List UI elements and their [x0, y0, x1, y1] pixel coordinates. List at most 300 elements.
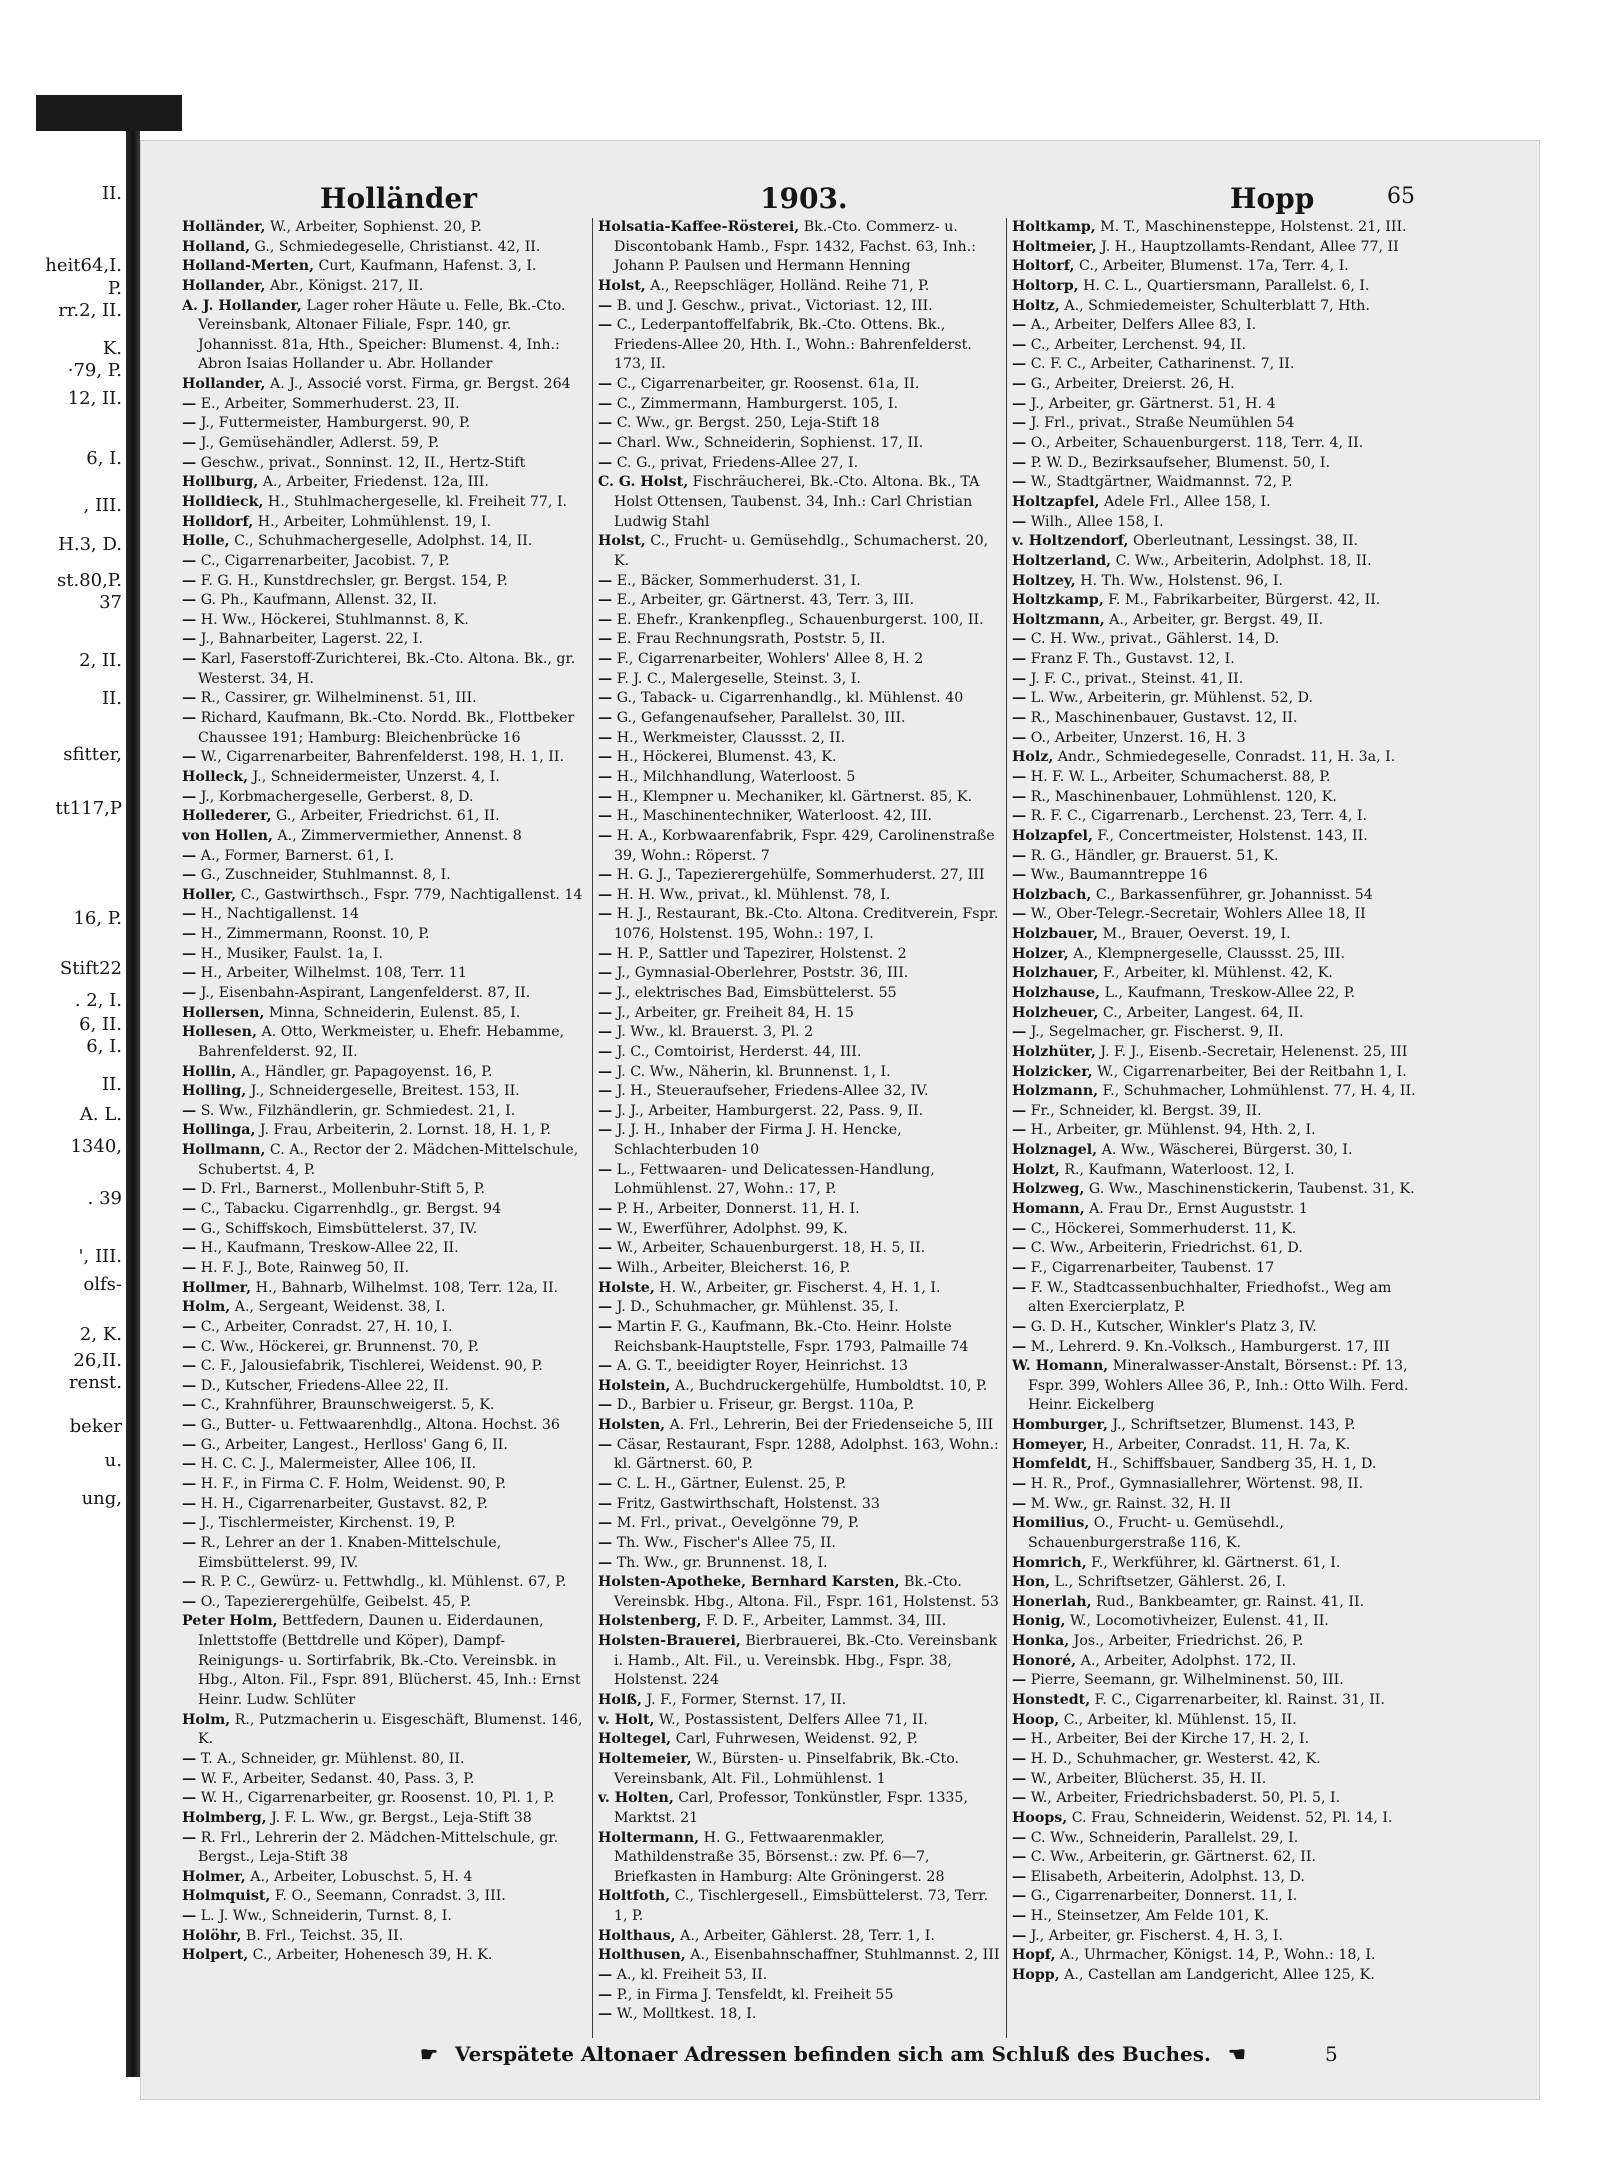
entry-details: A., Arbeiter, Gählerst. 28, Terr. 1, I. [675, 1927, 935, 1944]
entry-details: W., Arbeiter, Friedrichsbaderst. 50, Pl. 5, I. [1026, 1790, 1341, 1807]
entry-name: — [1012, 1849, 1027, 1866]
directory-entry [182, 1770, 590, 1790]
entry-details: J. J., Arbeiter, Hamburgerst. 22, Pass. 9, II. [612, 1102, 924, 1119]
directory-entry [182, 238, 590, 258]
entry-name: — [182, 710, 197, 727]
entry-name: — [182, 1593, 197, 1610]
entry-name: — [182, 435, 197, 452]
directory-entry [1012, 1554, 1422, 1574]
directory-entry [1012, 316, 1422, 336]
entry-details: Franz F. Th., Gustavst. 12, I. [1026, 651, 1235, 668]
entry-details: C. Ww., gr. Bergst. 250, Leja-Stift 18 [612, 415, 880, 432]
directory-entry [598, 1279, 1006, 1299]
entry-details: E. Frau Rechnungsrath, Poststr. 5, II. [612, 631, 886, 648]
directory-entry [1012, 827, 1422, 847]
directory-entry [598, 572, 1006, 592]
directory-entry [182, 1004, 590, 1024]
entry-details: M. T., Maschinensteppe, Holstenst. 21, III. [1095, 219, 1407, 235]
entry-details: W., Postassistent, Delfers Allee 71, II. [654, 1711, 928, 1728]
entry-name: — [598, 1201, 613, 1218]
entry-details: H., Arbeiter, Bei der Kirche 17, H. 2, I. [1026, 1731, 1310, 1748]
entry-name: — [182, 611, 197, 628]
entry-name: — [1012, 1672, 1027, 1689]
entry-details: Carl, Professor, Tonkünstler, Fspr. 1335, Marktst. 21 [614, 1790, 968, 1826]
directory-entry [182, 1573, 590, 1593]
entry-details: H., Arbeiter, Lohmühlenst. 19, I. [253, 513, 492, 530]
margin-fragment: A. L. [79, 1104, 122, 1125]
entry-name: — [598, 808, 613, 825]
entry-details: Lager roher Häute u. Felle, Bk.-Cto. Vereinsbank, Altonaer Filiale, Fspr. 140, gr. Johannisst. 81a, Hth., Speicher: Blumenst. 4, Inh.: Abron Isaias Hollander u. Abr. Hollander [198, 297, 566, 373]
directory-entry [1012, 925, 1422, 945]
directory-entry [598, 297, 1006, 317]
entry-details: A., Arbeiter, Friedenst. 12a, III. [258, 474, 489, 491]
entry-name: — [182, 1318, 197, 1335]
directory-entry [1012, 1789, 1422, 1809]
entry-details: C., Tabacku. Cigarrenhdlg., gr. Bergst. 94 [196, 1201, 502, 1218]
directory-entry [182, 1612, 590, 1710]
directory-entry [598, 1986, 1006, 2006]
entry-name: — [598, 670, 613, 687]
entry-name: — [598, 729, 613, 746]
entry-details: R. P. C., Gewürz- u. Fettwhdlg., kl. Mühlenst. 67, P. [196, 1574, 567, 1591]
entry-name: — [598, 827, 613, 844]
entry-name: — [182, 1397, 197, 1414]
directory-entry [598, 729, 1006, 749]
entry-name: Homburger, [1012, 1417, 1108, 1434]
entry-name: Hollmann, [182, 1142, 266, 1159]
directory-entry [1012, 414, 1422, 434]
margin-fragment: 6, II. [79, 1014, 122, 1035]
directory-entry [182, 788, 590, 808]
directory-entry [598, 1946, 1006, 1966]
entry-name: — [598, 768, 613, 785]
directory-entry [598, 1691, 1006, 1711]
directory-entry [182, 748, 590, 768]
margin-fragment: . 39 [87, 1188, 122, 1209]
entry-details: Th. Ww., Fischer's Allee 75, II. [612, 1534, 836, 1551]
entry-name: Holzhause, [1012, 984, 1101, 1001]
footer-text: Verspätete Altonaer Adressen befinden sich am Schluß des Buches. [454, 2042, 1211, 2066]
directory-entry [598, 905, 1006, 944]
entry-details: A., Uhrmacher, Königst. 14, P., Wohn.: 18, I. [1055, 1947, 1376, 1964]
entry-name: — [182, 1259, 197, 1276]
directory-entry [598, 807, 1006, 827]
entry-name: — [598, 1043, 613, 1060]
entry-name: — [598, 631, 613, 648]
entry-name: — [598, 1299, 613, 1316]
margin-fragment: 37 [99, 592, 122, 613]
entry-details: C., Arbeiter, kl. Mühlenst. 15, II. [1059, 1711, 1297, 1728]
margin-fragment: beker [69, 1416, 122, 1437]
directory-entry [182, 689, 590, 709]
entry-name: — [182, 867, 197, 884]
entry-name: — [1012, 690, 1027, 707]
entry-details: H., Bahnarb, Wilhelmst. 108, Terr. 12a, II. [251, 1279, 559, 1296]
entry-details: F., Cigarrenarbeiter, Wohlers' Allee 8, H. 2 [612, 651, 924, 668]
margin-fragment: 16, P. [73, 908, 122, 929]
entry-details: C. Ww., Arbeiterin, Adolphst. 18, II. [1111, 552, 1372, 569]
entry-details: Richard, Kaufmann, Bk.-Cto. Nordd. Bk., Flottbeker Chaussee 191; Hamburg: Bleichenbrücke 16 [196, 710, 575, 746]
entry-name: — [182, 454, 197, 471]
entry-details: Geschw., privat., Sonninst. 12, II., Hertz-Stift [196, 454, 526, 471]
directory-entry [1012, 768, 1422, 788]
entry-name: — [598, 435, 613, 452]
entry-details: F., Arbeiter, kl. Mühlenst. 42, K. [1098, 965, 1333, 982]
entry-details: Bierbrauerei, Bk.-Cto. Vereinsbank i. Hamb., Alt. Fil., u. Vereinsbk. Hbg., Fspr. 38, Holstenst. 224 [614, 1633, 998, 1689]
entry-name: — [182, 1377, 197, 1394]
entry-name: Holstein, [598, 1377, 671, 1394]
entry-details: H. H. Ww., privat., kl. Mühlenst. 78, I. [612, 886, 891, 903]
entry-name: — [1012, 906, 1027, 923]
entry-name: — [598, 651, 613, 668]
entry-name: — [598, 788, 613, 805]
directory-entry [182, 611, 590, 631]
entry-name: Holtmeier, [1012, 238, 1097, 255]
directory-entry [1012, 1750, 1422, 1770]
directory-entry [1012, 1573, 1422, 1593]
margin-fragment: II. [102, 1074, 122, 1095]
entry-details: J., Eisenbahn-Aspirant, Langenfelderst. 87, II. [196, 984, 531, 1001]
entry-name: — [1012, 867, 1027, 884]
entry-details: F. C., Cigarrenarbeiter, kl. Rainst. 31, II. [1090, 1692, 1385, 1709]
directory-entry [598, 1063, 1006, 1083]
directory-entry [598, 1377, 1006, 1397]
directory-entry [182, 454, 590, 474]
margin-fragment: ', III. [78, 1246, 122, 1267]
directory-entry [1012, 1220, 1422, 1240]
entry-details: H., Arbeiter, Wilhelmst. 108, Terr. 11 [196, 965, 467, 982]
signature-mark: 5 [1325, 2042, 1338, 2066]
entry-details: J. J. H., Inhaber der Firma J. H. Hencke, Schlachterbuden 10 [612, 1122, 902, 1159]
entry-details: A., Zimmervermiether, Annenst. 8 [272, 827, 522, 844]
entry-details: Curt, Kaufmann, Hafenst. 3, I. [314, 258, 537, 275]
entry-name: Holst, [598, 533, 646, 550]
entry-name: — [598, 2006, 613, 2023]
entry-name: Hoop, [1012, 1711, 1060, 1728]
entry-name: — [182, 1770, 197, 1787]
entry-name: Holldorf, [182, 513, 254, 530]
entry-name: — [598, 395, 613, 412]
directory-entry [598, 1121, 1006, 1160]
entry-details: R., Cassirer, gr. Wilhelminenst. 51, III. [196, 690, 477, 707]
entry-details: F. G. H., Kunstdrechsler, gr. Bergst. 154, P. [196, 572, 508, 589]
entry-details: H., Klempner u. Mechaniker, kl. Gärtnerst. 85, K. [612, 788, 972, 805]
entry-name: — [1012, 1731, 1027, 1748]
directory-entry [1012, 238, 1422, 258]
entry-details: A., Arbeiter, Adolphst. 172, II. [1076, 1652, 1297, 1669]
entry-name: — [1012, 631, 1027, 648]
directory-entry [1012, 729, 1422, 749]
directory-entry [182, 1102, 590, 1122]
entry-name: Peter Holm, [182, 1613, 278, 1630]
entry-name: — [598, 1122, 613, 1139]
entry-details: J., Korbmachergeselle, Gerberst. 8, D. [196, 788, 474, 805]
entry-name: — [598, 415, 613, 432]
entry-name: Holthaus, [598, 1927, 676, 1944]
entry-name: Homann, [1012, 1201, 1085, 1218]
entry-details: B. Frl., Teichst. 35, II. [241, 1927, 404, 1944]
entry-name: Honstedt, [1012, 1692, 1091, 1709]
entry-details: H., Steinsetzer, Am Felde 101, K. [1026, 1908, 1269, 1925]
directory-entry [1012, 807, 1422, 827]
entry-name: — [1012, 435, 1027, 452]
margin-fragment: ·79, P. [67, 360, 122, 381]
entry-name: — [598, 1397, 613, 1414]
directory-entry [1012, 1141, 1422, 1161]
directory-entry [1012, 1907, 1422, 1927]
directory-entry [1012, 1711, 1422, 1731]
directory-entry [598, 1200, 1006, 1220]
entry-name: Holland, [182, 238, 251, 255]
entry-name: — [1012, 1927, 1027, 1944]
directory-entry [1012, 1121, 1422, 1141]
directory-entry [182, 847, 590, 867]
entry-details: Mineralwasser-Anstalt, Börsenst.: Pf. 13, Fspr. 399, Wohlers Allee 36, P., Inh.: Otto Wilh. Ferd. Heinr. Eickelberg [1028, 1358, 1409, 1414]
entry-details: M. Frl., privat., Oevelgönne 79, P. [612, 1515, 860, 1532]
entry-name: — [1012, 670, 1027, 687]
entry-details: O., Arbeiter, Schauenburgerst. 118, Terr. 4, II. [1026, 435, 1364, 452]
entry-details: J. H., Hauptzollamts-Rendant, Allee 77, II [1096, 238, 1399, 255]
entry-details: J. F. J., Eisenb.-Secretair, Helenenst. 25, III [1095, 1043, 1408, 1060]
directory-entry [182, 866, 590, 886]
entry-details: C. Ww., Höckerei, gr. Brunnenst. 70, P. [196, 1338, 479, 1355]
entry-details: F. W., Stadtcassenbuchhalter, Friedhofst., Weg am alten Exercierplatz, P. [1026, 1279, 1392, 1316]
entry-details: H., Höckerei, Blumenst. 43, K. [612, 749, 837, 766]
entry-details: B. und J. Geschw., privat., Victoriast. 12, III. [612, 297, 933, 314]
directory-entry [598, 1554, 1006, 1574]
directory-entry [1012, 1691, 1422, 1711]
directory-entry [598, 532, 1006, 571]
entry-details: J. F., Former, Sternst. 17, II. [641, 1692, 847, 1709]
entry-details: R., Maschinenbauer, Gustavst. 12, II. [1026, 710, 1298, 727]
directory-entry [182, 1200, 590, 1220]
directory-entry [182, 473, 590, 493]
directory-entry [598, 1573, 1006, 1612]
entry-name: Holzapfel, [1012, 827, 1093, 844]
pointing-hand-icon: ☛ [420, 2042, 438, 2066]
entry-name: — [182, 749, 197, 766]
entry-name: — [1012, 1240, 1027, 1257]
header-last-name: Hopp [1230, 182, 1315, 215]
entry-name: Hopp, [1012, 1967, 1060, 1984]
directory-entry [182, 1220, 590, 1240]
entry-name: — [1012, 1279, 1027, 1296]
directory-entry [182, 297, 590, 376]
entry-name: — [1012, 1829, 1027, 1846]
entry-name: — [598, 1986, 613, 2003]
entry-name: Holtkamp, [1012, 219, 1096, 235]
entry-details: A. Frau Dr., Ernst Auguststr. 1 [1084, 1201, 1308, 1218]
entry-details: O., Frucht- u. Gemüsehdl., Schauenburgerstraße 116, K. [1028, 1515, 1284, 1551]
entry-details: C., Cigarrenarbeiter, Jacobist. 7, P. [196, 552, 450, 569]
directory-entry [182, 1377, 590, 1397]
entry-details: C., Arbeiter, Langest. 64, II. [1098, 1004, 1304, 1021]
entry-name: — [1012, 336, 1027, 353]
entry-details: J., Arbeiter, gr. Fischerst. 4, H. 3, I. [1026, 1927, 1284, 1944]
directory-entry [182, 1279, 590, 1299]
entry-name: — [182, 1908, 197, 1925]
entry-name: Homilius, [1012, 1515, 1090, 1532]
entry-details: Karl, Faserstoff-Zurichterei, Bk.-Cto. Altona. Bk., gr. Westerst. 34, H. [196, 651, 576, 687]
margin-fragment: . 2, I. [74, 990, 122, 1011]
entry-name: Holzt, [1012, 1161, 1060, 1178]
entry-name: — [182, 592, 197, 609]
entry-name: — [598, 749, 613, 766]
directory-entry [1012, 1180, 1422, 1200]
entry-details: A., Schmiedemeister, Schulterblatt 7, Hth. [1059, 297, 1370, 314]
entry-details: H., Nachtigallenst. 14 [196, 906, 359, 923]
entry-name: Hon, [1012, 1574, 1051, 1591]
entry-name: — [1012, 1750, 1027, 1767]
entry-details: J., Arbeiter, gr. Gärtnerst. 51, H. 4 [1026, 395, 1276, 412]
directory-entry [182, 709, 590, 748]
entry-name: — [598, 984, 613, 1001]
entry-name: — [1012, 1220, 1027, 1237]
directory-entry [182, 964, 590, 984]
directory-entry [182, 1829, 590, 1868]
entry-details: J. Frau, Arbeiterin, 2. Lornst. 18, H. 1, P. [255, 1122, 551, 1139]
directory-entry [182, 1750, 590, 1770]
directory-entry [598, 1730, 1006, 1750]
entry-name: — [598, 945, 613, 962]
entry-name: — [598, 1534, 613, 1551]
entry-details: C., Barkassenführer, gr. Johannisst. 54 [1091, 886, 1373, 903]
directory-entry [182, 1082, 590, 1102]
margin-fragment: 12, II. [67, 388, 122, 409]
entry-name: Holtzkamp, [1012, 592, 1104, 609]
entry-details: E., Arbeiter, gr. Gärtnerst. 43, Terr. 3, III. [612, 592, 915, 609]
directory-entry [598, 434, 1006, 454]
directory-entry [598, 1102, 1006, 1122]
entry-name: Holzhüter, [1012, 1043, 1096, 1060]
entry-name: Holst, [598, 277, 646, 294]
directory-entry [182, 218, 590, 238]
directory-entry [1012, 1063, 1422, 1083]
directory-entry [598, 748, 1006, 768]
entry-details: G., Taback- u. Cigarrenhandlg., kl. Mühlenst. 40 [612, 690, 964, 707]
directory-column-1 [182, 218, 590, 1966]
entry-details: O., Arbeiter, Unzerst. 16, H. 3 [1026, 729, 1246, 746]
entry-name: Holzweg, [1012, 1181, 1085, 1198]
previous-page-margin [0, 131, 128, 2181]
entry-details: L., Fettwaaren- und Delicatessen-Handlung, Lohmühlenst. 27, Wohn.: 17, P. [612, 1161, 935, 1198]
entry-details: L. J. Ww., Schneiderin, Turnst. 8, I. [196, 1908, 452, 1925]
entry-name: Holznagel, [1012, 1142, 1098, 1159]
entry-details: R., Maschinenbauer, Lohmühlenst. 120, K. [1026, 788, 1337, 805]
entry-details: L., Kaufmann, Treskow-Allee 22, P. [1100, 984, 1356, 1001]
entry-details: C., Krahnführer, Braunschweigerst. 5, K. [196, 1397, 495, 1414]
entry-name: — [598, 454, 613, 471]
entry-details: H., Werkmeister, Claussst. 2, II. [612, 729, 846, 746]
entry-details: G., Schiffskoch, Eimsbüttelerst. 37, IV. [196, 1220, 478, 1237]
entry-details: Martin F. G., Kaufmann, Bk.-Cto. Heinr. Holste Reichsbank-Hauptstelle, Fspr. 1793, Palmaille 74 [612, 1318, 969, 1355]
directory-entry [1012, 454, 1422, 474]
entry-name: Honoré, [1012, 1652, 1077, 1669]
entry-details: A., Arbeiter, Lobuschst. 5, H. 4 [245, 1868, 473, 1885]
directory-entry [1012, 1318, 1422, 1338]
directory-entry [1012, 591, 1422, 611]
entry-name: — [598, 572, 613, 589]
margin-fragment: ung, [81, 1488, 122, 1509]
entry-name: Hopf, [1012, 1947, 1056, 1964]
entry-name: — [182, 1574, 197, 1591]
entry-details: R. F. C., Cigarrenarb., Lerchenst. 23, Terr. 4, I. [1026, 808, 1368, 825]
directory-entry [598, 1632, 1006, 1691]
margin-fragment: rr.2, II. [58, 300, 122, 321]
directory-entry [182, 1475, 590, 1495]
entry-name: — [598, 886, 613, 903]
entry-name: Holtegel, [598, 1731, 672, 1748]
entry-details: J., Schneidermeister, Unzerst. 4, I. [248, 768, 500, 785]
entry-details: Andr., Schmiedegeselle, Conradst. 11, H. 3a, I. [1053, 749, 1396, 766]
directory-entry [1012, 1338, 1422, 1358]
directory-entry [598, 1043, 1006, 1063]
entry-name: Holmberg, [182, 1809, 267, 1826]
entry-name: — [1012, 356, 1027, 373]
directory-entry [598, 1927, 1006, 1947]
directory-entry [598, 454, 1006, 474]
entry-name: — [598, 1476, 613, 1492]
entry-details: C., Höckerei, Sommerhuderst. 11, K. [1026, 1220, 1297, 1237]
entry-name: — [1012, 1888, 1027, 1905]
directory-entry [598, 1220, 1006, 1240]
directory-entry [1012, 1455, 1422, 1475]
entry-name: — [598, 965, 613, 982]
directory-entry [182, 277, 590, 297]
entry-name: — [182, 1181, 197, 1198]
entry-name: — [1012, 710, 1027, 727]
entry-details: Elisabeth, Arbeiterin, Adolphst. 13, D. [1026, 1868, 1305, 1885]
entry-name: A. J. Hollander, [182, 297, 302, 314]
entry-name: — [182, 1515, 197, 1532]
entry-details: C. A., Rector der 2. Mädchen-Mittelschule, Schubertst. 4, P. [198, 1142, 579, 1178]
entry-details: W., Stadtgärtner, Waidmannst. 72, P. [1026, 474, 1293, 491]
entry-name: v. Holtzendorf, [1012, 533, 1129, 550]
directory-entry [598, 1612, 1006, 1632]
directory-entry [1012, 1102, 1422, 1122]
entry-name: — [598, 1161, 613, 1178]
directory-entry [1012, 473, 1422, 493]
entry-name: — [182, 1201, 197, 1218]
entry-details: D., Kutscher, Friedens-Allee 22, II. [196, 1377, 449, 1394]
entry-name: Holleck, [182, 768, 249, 785]
entry-details: R., Lehrer an der 1. Knaben-Mittelschule, Eimsbüttelerst. 99, IV. [196, 1534, 502, 1571]
entry-name: — [1012, 395, 1027, 412]
footer-note [420, 2042, 1350, 2066]
entry-details: H., Milchhandlung, Waterloost. 5 [612, 768, 856, 785]
entry-details: Adele Frl., Allee 158, I. [1099, 493, 1271, 510]
entry-name: Hollersen, [182, 1004, 265, 1021]
entry-details: Bk.-Cto. Commerz- u. Discontobank Hamb., Fspr. 1432, Fachst. 63, Inh.: Johann P. Paulsen und Hermann Henning [614, 219, 976, 275]
entry-details: C., Lederpantoffelfabrik, Bk.-Cto. Ottens. Bk., Friedens-Allee 20, Hth. I., Wohn.: Bahrenfelderst. 173, II. [612, 317, 972, 373]
entry-details: Carl, Fuhrwesen, Weidenst. 92, P. [671, 1731, 918, 1748]
entry-details: J. F. C., privat., Steinst. 41, II. [1026, 670, 1244, 687]
entry-details: J., Schneidergeselle, Breitest. 153, II. [246, 1083, 520, 1100]
entry-name: — [598, 376, 613, 393]
entry-name: Holtzey, [1012, 572, 1076, 589]
directory-entry [598, 866, 1006, 886]
directory-entry [1012, 945, 1422, 965]
entry-name: Holzhauer, [1012, 965, 1099, 982]
directory-entry [598, 1082, 1006, 1102]
entry-details: A., Buchdruckergehülfe, Humboldtst. 10, P. [670, 1377, 988, 1394]
directory-entry [598, 984, 1006, 1004]
entry-details: F., Concertmeister, Holstenst. 143, II. [1092, 827, 1368, 844]
directory-entry [182, 1887, 590, 1907]
entry-details: H., Stuhlmachergeselle, kl. Freiheit 77, I. [263, 493, 568, 510]
entry-details: H. H., Cigarrenarbeiter, Gustavst. 82, P. [196, 1495, 488, 1512]
directory-entry [598, 1436, 1006, 1475]
